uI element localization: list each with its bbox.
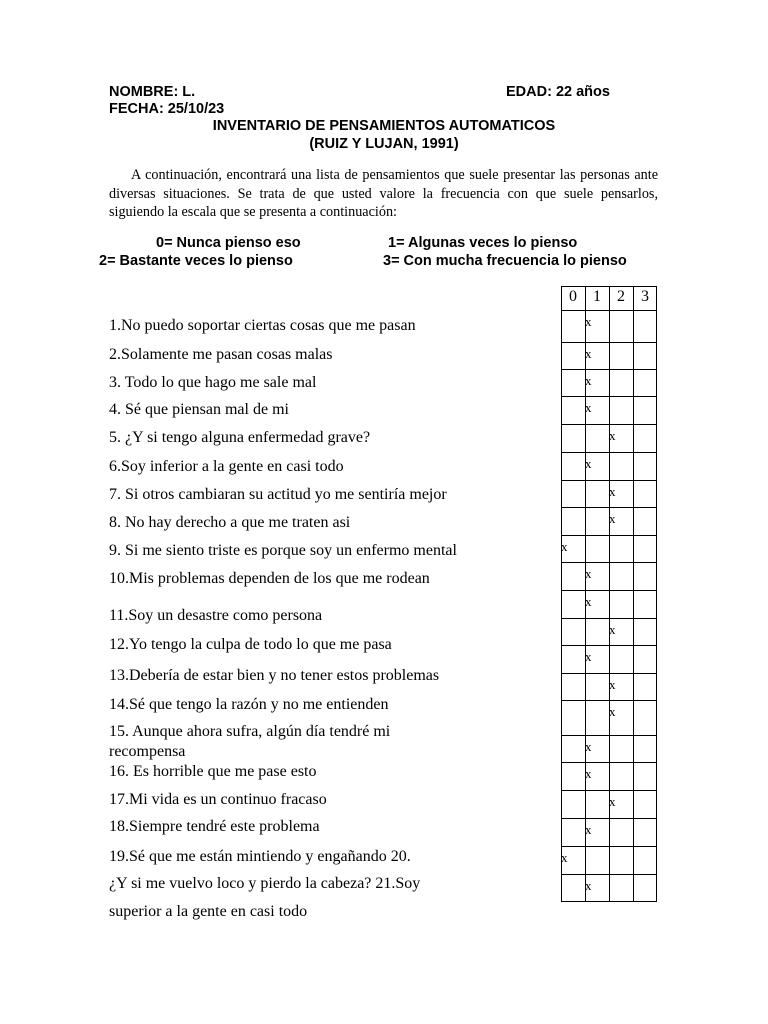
item-5: 5. ¿Y si tengo alguna enfermedad grave? — [109, 429, 371, 446]
grid-row-divider — [561, 424, 657, 425]
answer-mark-9: x — [561, 539, 568, 554]
grid-row-divider — [561, 562, 657, 563]
grid-row-divider — [561, 790, 657, 791]
item-3: 3. Todo lo que hago me sale mal — [109, 374, 317, 391]
scale-2: 2= Bastante veces lo pienso — [99, 253, 293, 269]
age-field: EDAD: 22 años — [506, 84, 610, 100]
answer-mark-7: x — [609, 484, 616, 499]
item-8: 8. No hay derecho a que me traten asi — [109, 514, 351, 531]
grid-row-divider — [561, 673, 657, 674]
grid-row-divider — [561, 874, 657, 875]
answer-mark-5: x — [609, 428, 616, 443]
answer-mark-13: x — [585, 649, 592, 664]
answer-mark-10: x — [585, 566, 592, 581]
grid-row-divider — [561, 480, 657, 481]
item-15: 15. Aunque ahora sufra, algún día tendré mi — [109, 723, 391, 740]
grid-row-divider — [561, 700, 657, 701]
item-21-cont: superior a la gente en casi todo — [109, 903, 308, 920]
column-header-1: 1 — [593, 288, 601, 305]
answer-mark-20: x — [561, 850, 568, 865]
answer-mark-11: x — [585, 594, 592, 609]
answer-mark-3: x — [585, 373, 592, 388]
answer-mark-19: x — [585, 822, 592, 837]
item-20: ¿Y si me vuelvo loco y pierdo la cabeza? 21.Soy — [109, 875, 421, 892]
column-header-3: 3 — [641, 288, 649, 305]
item-4: 4. Sé que piensan mal de mi — [109, 401, 289, 418]
item-2: 2.Solamente me pasan cosas malas — [109, 346, 333, 363]
grid-row-divider — [561, 762, 657, 763]
answer-mark-8: x — [609, 511, 616, 526]
item-6: 6.Soy inferior a la gente en casi todo — [109, 458, 344, 475]
answer-mark-21: x — [585, 878, 592, 893]
item-13: 13.Debería de estar bien y no tener estos problemas — [109, 667, 440, 684]
name-field: NOMBRE: L. — [109, 84, 196, 100]
answer-mark-12: x — [609, 622, 616, 637]
item-15-cont: recompensa — [109, 743, 186, 760]
item-1: 1.No puedo soportar ciertas cosas que me pasan — [109, 317, 416, 334]
column-header-0: 0 — [569, 288, 577, 305]
grid-row-divider — [561, 535, 657, 536]
column-header-2: 2 — [617, 288, 625, 305]
grid-row-divider — [561, 507, 657, 508]
grid-column-divider — [609, 286, 610, 902]
answer-mark-15: x — [609, 704, 616, 719]
grid-row-divider — [561, 452, 657, 453]
grid-row-divider — [561, 590, 657, 591]
document-subtitle: (RUIZ Y LUJAN, 1991) — [309, 136, 459, 152]
answer-mark-18: x — [609, 794, 616, 809]
answer-mark-16: x — [585, 739, 592, 754]
document-title: INVENTARIO DE PENSAMIENTOS AUTOMATICOS — [212, 118, 556, 134]
grid-row-divider — [561, 369, 657, 370]
item-12: 12.Yo tengo la culpa de todo lo que me pasa — [109, 636, 392, 653]
answer-mark-14: x — [609, 677, 616, 692]
grid-row-divider — [561, 618, 657, 619]
scale-0: 0= Nunca pienso eso — [156, 235, 301, 251]
item-7: 7. Si otros cambiaran su actitud yo me sentiría mejor — [109, 486, 447, 503]
date-field: FECHA: 25/10/23 — [109, 101, 225, 117]
item-16: 16. Es horrible que me pase esto — [109, 763, 317, 780]
grid-row-divider — [561, 846, 657, 847]
scale-1: 1= Algunas veces lo pienso — [388, 235, 578, 251]
grid-row-divider — [561, 342, 657, 343]
item-11: 11.Soy un desastre como persona — [109, 607, 323, 624]
item-9: 9. Si me siento triste es porque soy un enfermo mental — [109, 542, 457, 559]
grid-row-divider — [561, 310, 657, 311]
grid-row-divider — [561, 735, 657, 736]
answer-mark-2: x — [585, 346, 592, 361]
answer-mark-1: x — [585, 314, 592, 329]
scale-3: 3= Con mucha frecuencia lo pienso — [383, 253, 627, 269]
item-14: 14.Sé que tengo la razón y no me entienden — [109, 696, 389, 713]
item-10: 10.Mis problemas dependen de los que me rodean — [109, 570, 430, 587]
grid-column-divider — [633, 286, 634, 902]
grid-row-divider — [561, 818, 657, 819]
answer-mark-17: x — [585, 766, 592, 781]
item-19: 19.Sé que me están mintiendo y engañando 20. — [109, 848, 411, 865]
instructions-paragraph: A continuación, encontrará una lista de pensamientos que suele presentar las personas ante diversas situaciones. Se trata de que usted valore la frecuencia con que suele pensarlos, siguiendo la escala que se presenta a continuación: — [109, 167, 658, 220]
grid-row-divider — [561, 396, 657, 397]
answer-mark-6: x — [585, 456, 592, 471]
item-17: 17.Mi vida es un continuo fracaso — [109, 791, 327, 808]
item-18: 18.Siempre tendré este problema — [109, 818, 320, 835]
grid-row-divider — [561, 645, 657, 646]
answer-mark-4: x — [585, 400, 592, 415]
